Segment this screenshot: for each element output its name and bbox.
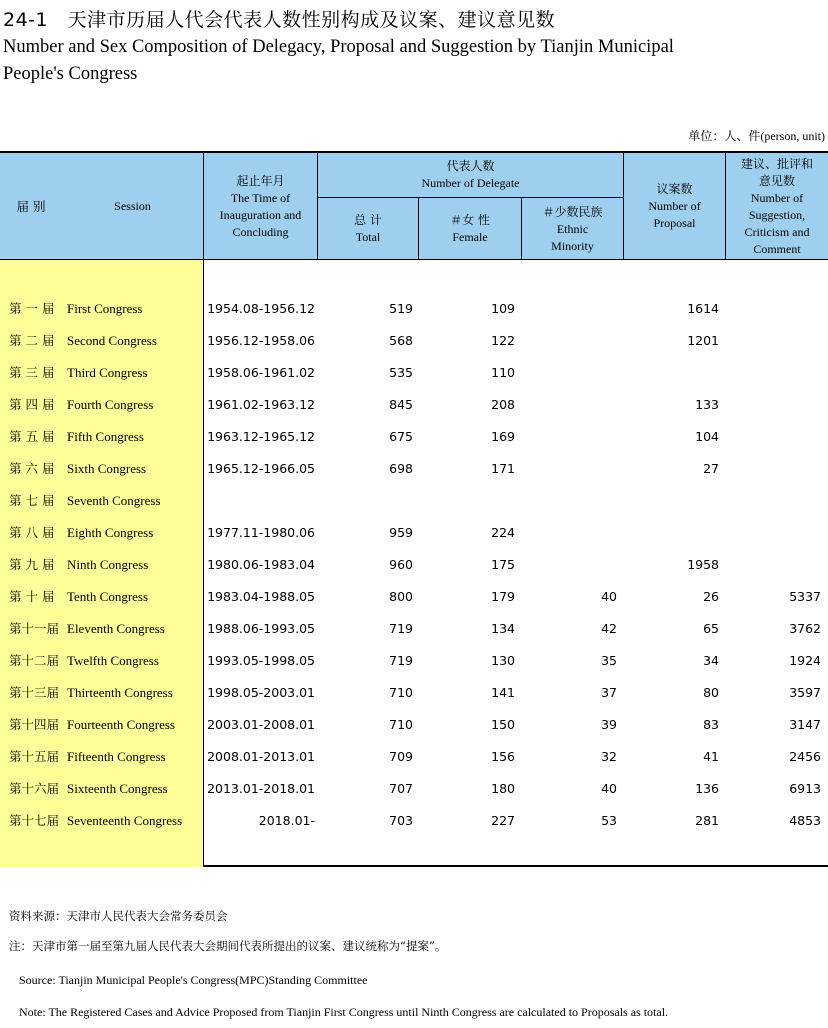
session-name-cn: 第十四届 [9,717,60,732]
table-row [0,389,828,421]
table-title-cn: 24-1 天津市历届人代会代表人数性别构成及议案、建议意见数 [3,9,556,31]
session-name-en: Fifth Congress [67,429,144,444]
term-period: 1965.12-1966.05 [207,461,315,476]
session-name-cn: 第十六届 [9,781,60,796]
delegate-total: 710 [389,685,413,700]
proposal-count: 41 [703,749,719,764]
term-period: 1983.04-1988.05 [207,589,315,604]
table-row [0,613,828,645]
table-row [0,325,828,357]
session-name-cn: 第 十 届 [9,589,55,604]
session-name-en: Ninth Congress [67,557,149,572]
session-name-en: Sixth Congress [67,461,147,476]
footnote-en: Note: The Registered Cases and Advice Proposed from Tianjin First Congress until Ninth Congress are calculated to Proposals as total. [19,1005,669,1019]
header-proposal: 议案数 Number of Proposal [648,182,701,230]
proposal-count: 104 [695,429,719,444]
header-ethnic: ＃少数民族 Ethnic Minority [542,204,603,253]
term-period: 1958.06-1961.02 [207,365,315,380]
delegate-total: 519 [389,301,413,316]
session-name-en: Thirteenth Congress [67,685,173,700]
proposal-count: 1201 [687,333,719,348]
session-name-cn: 第十一届 [9,621,60,636]
delegate-total: 568 [389,333,413,348]
session-name-cn: 第 七 届 [9,493,55,508]
session-name-cn: 第 六 届 [9,461,55,476]
term-period: 2018.01- [258,813,315,828]
proposal-count: 34 [703,653,719,668]
delegate-female: 175 [491,557,515,572]
suggestion-count: 3147 [789,717,821,732]
table-row [0,453,828,485]
term-period: 1954.08-1956.12 [207,301,315,316]
delegate-total: 707 [389,781,413,796]
proposal-count: 1958 [687,557,719,572]
term-period: 1956.12-1958.06 [207,333,315,348]
session-name-cn: 第十三届 [9,685,60,700]
delegate-female: 156 [491,749,515,764]
delegate-total: 675 [389,429,413,444]
delegate-total: 719 [389,653,413,668]
header-female: ＃女 性 Female [450,213,490,244]
term-period: 1961.02-1963.12 [207,397,315,412]
delegate-total: 709 [389,749,413,764]
session-name-en: First Congress [67,301,143,316]
table-row [0,677,828,709]
header-divider [203,153,204,260]
delegate-total: 703 [389,813,413,828]
proposal-count: 26 [703,589,719,604]
delegate-female: 171 [491,461,515,476]
session-name-en: Eleventh Congress [67,621,165,636]
session-name-en: Fourteenth Congress [67,717,175,732]
data-table [0,151,828,867]
delegate-female: 110 [491,365,515,380]
suggestion-count: 5337 [789,589,821,604]
session-name-en: Second Congress [67,333,157,348]
proposal-count: 133 [695,397,719,412]
table-row [0,485,828,517]
delegate-female: 130 [491,653,515,668]
header-delegate: 代表人数 Number of Delegate [421,159,520,190]
term-period: 1988.06-1993.05 [207,621,315,636]
session-name-en: Seventh Congress [67,493,161,508]
delegate-total: 800 [389,589,413,604]
proposal-count: 83 [703,717,719,732]
delegate-female: 141 [491,685,515,700]
proposal-count: 80 [703,685,719,700]
delegate-female: 179 [491,589,515,604]
delegate-total: 845 [389,397,413,412]
session-name-en: Fifteenth Congress [67,749,166,764]
suggestion-count: 3762 [789,621,821,636]
session-name-en: Fourth Congress [67,397,154,412]
session-name-cn: 第 五 届 [9,429,55,444]
term-period: 1963.12-1965.12 [207,429,315,444]
delegate-ethnic-minority: 40 [601,589,617,604]
delegate-female: 150 [491,717,515,732]
delegate-female: 134 [491,621,515,636]
session-name-cn: 第 三 届 [9,365,55,380]
delegate-ethnic-minority: 53 [601,813,617,828]
table-row [0,549,828,581]
table-row [0,709,828,741]
term-period: 2003.01-2008.01 [207,717,315,732]
suggestion-count: 1924 [789,653,821,668]
session-name-cn: 第 二 届 [9,333,55,348]
delegate-ethnic-minority: 39 [601,717,617,732]
session-name-en: Seventeenth Congress [67,813,183,828]
source-note-en: Source: Tianjin Municipal People's Congress(MPC)Standing Committee [19,973,368,987]
header-divider [317,153,318,260]
suggestion-count: 2456 [789,749,821,764]
header-divider [418,197,419,260]
header-time: 起止年月 The Time of Inauguration and Concluding [219,173,302,239]
session-name-cn: 第十七届 [9,813,60,828]
unit-label: 单位：人、件(person, unit) [688,129,825,143]
table-row [0,645,828,677]
header-divider [725,153,726,260]
delegate-female: 122 [491,333,515,348]
term-period: 1980.06-1983.04 [207,557,315,572]
table-title-en: Number and Sex Composition of Delegacy, Proposal and Suggestion by Tianjin Municipal People's Congress [3,37,674,84]
delegate-total: 960 [389,557,413,572]
table-row [0,517,828,549]
table-row [0,421,828,453]
session-name-en: Twelfth Congress [67,653,159,668]
table-header [0,153,828,260]
header-divider [318,197,623,198]
delegate-ethnic-minority: 35 [601,653,617,668]
delegate-female: 169 [491,429,515,444]
session-name-en: Eighth Congress [67,525,154,540]
term-period: 1993.05-1998.05 [207,653,315,668]
session-name-cn: 第 一 届 [9,301,55,316]
table-row [0,741,828,773]
session-name-cn: 第 八 届 [9,525,55,540]
header-session-cn: 届 别 [16,199,46,214]
header-total: 总 计 Total [354,213,382,244]
term-period: 2008.01-2013.01 [207,749,315,764]
delegate-female: 180 [491,781,515,796]
proposal-count: 65 [703,621,719,636]
footnote-cn: 注：天津市第一届至第九届人民代表大会期间代表所提出的议案、建议统称为“提案”。 [9,939,447,953]
header-suggestion: 建议、批评和意见数 Number of Suggestion, Criticism and Comment [740,156,813,256]
suggestion-count: 6913 [789,781,821,796]
delegate-female: 227 [491,813,515,828]
table-row [0,805,828,837]
header-divider [623,153,624,260]
term-period: 1998.05-2003.01 [207,685,315,700]
suggestion-count: 3597 [789,685,821,700]
header-session-en: Session [114,199,151,213]
delegate-ethnic-minority: 32 [601,749,617,764]
session-name-cn: 第十二届 [9,653,60,668]
delegate-female: 109 [491,301,515,316]
header-divider [521,197,522,260]
table-row [0,357,828,389]
delegate-female: 224 [491,525,515,540]
delegate-total: 710 [389,717,413,732]
session-name-en: Sixteenth Congress [67,781,168,796]
delegate-ethnic-minority: 37 [601,685,617,700]
term-period: 1977.11-1980.06 [207,525,315,540]
delegate-ethnic-minority: 42 [601,621,617,636]
session-name-en: Tenth Congress [67,589,149,604]
proposal-count: 281 [695,813,719,828]
delegate-total: 959 [389,525,413,540]
delegate-total: 535 [389,365,413,380]
term-period: 2013.01-2018.01 [207,781,315,796]
proposal-count: 1614 [687,301,719,316]
session-name-cn: 第 四 届 [9,397,55,412]
suggestion-count: 4853 [789,813,821,828]
proposal-count: 136 [695,781,719,796]
delegate-female: 208 [491,397,515,412]
delegate-total: 698 [389,461,413,476]
session-name-en: Third Congress [67,365,148,380]
table-row [0,293,828,325]
session-name-cn: 第 九 届 [9,557,55,572]
proposal-count: 27 [703,461,719,476]
table-row [0,773,828,805]
delegate-ethnic-minority: 40 [601,781,617,796]
source-note-cn: 资料来源：天津市人民代表大会常务委员会 [9,909,228,923]
delegate-total: 719 [389,621,413,636]
table-row [0,581,828,613]
session-name-cn: 第十五届 [9,749,60,764]
